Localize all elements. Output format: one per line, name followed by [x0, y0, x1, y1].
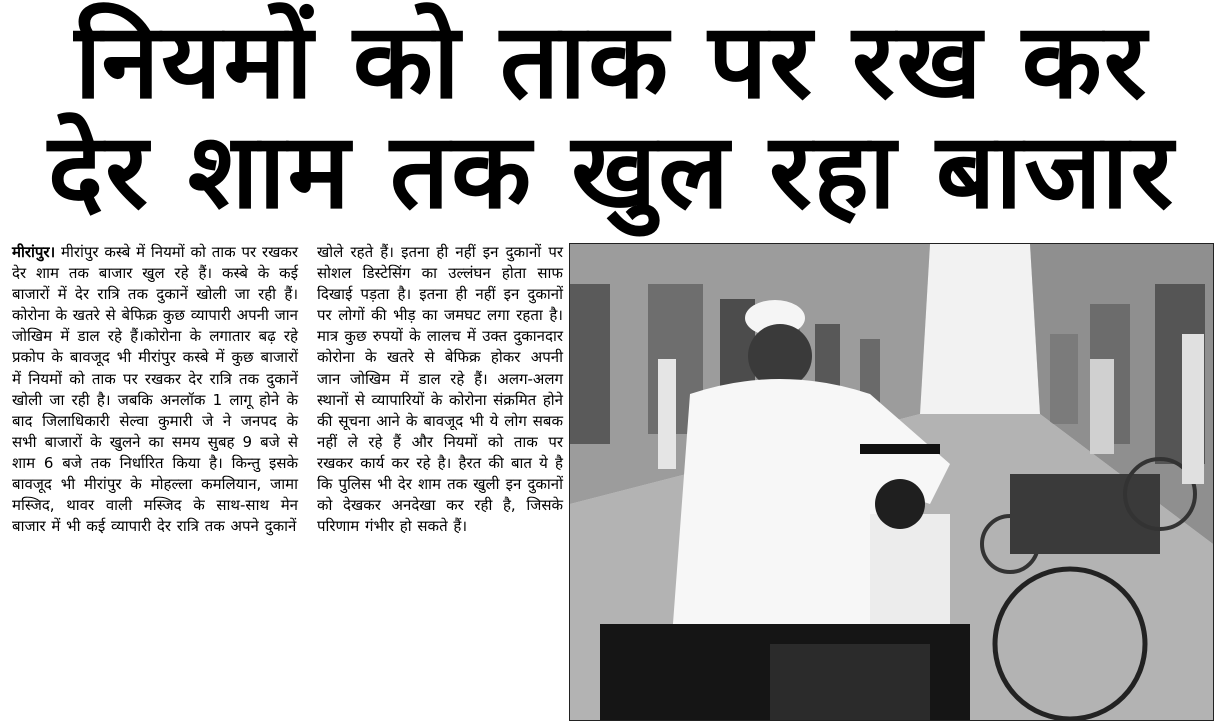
street-market-photo-icon — [570, 244, 1213, 720]
article-column-2: खोले रहते हैं। इतना ही नहीं इन दुकानों पर सोशल डिस्टेसिंग का उल्लंघन होता साफ दिखाई पड़ता है। इतना ही नहीं इन दुकानों पर लोगों की भीड़ का जमघट लगा रहता है। मात्र कुछ रुपयों के लालच में उक्त दुकानदार कोरोना के खतरे से बेफिक्र होकर अपनी जान जोखिम में डाल रहे हैं। अलग-अलग स्थानों से व्यापारियों के कोरोना संक्रमित होने की सूचना आने के बावजूद भी ये लोग सबक नहीं ले रहे हैं और नियमों को ताक पर रखकर कार्य कर रहे है। हैरत की बात ये है कि पुलिस भी देर शाम तक खुली इन दुकानों को देखकर अनदेखा कर रही है, जिसके परिणाम गंभीर हो सकते हैं। — [317, 243, 563, 536]
headline-line-1: नियमों को ताक पर रख कर — [74, 0, 1149, 122]
headline-line-2: देर शाम तक खुल रहा बाजार — [47, 110, 1176, 232]
dateline: मीरांपुर। — [12, 243, 56, 261]
article-column-1 — [12, 242, 298, 537]
news-photo — [569, 243, 1214, 721]
article-column-1-text: मीरांपुर कस्बे में नियमों को ताक पर रखकर देर शाम तक बाजार खुल रहे हैं। कस्बे के कई बाजारों में देर रात्रि तक दुकानें खोली जा रही हैं। कोरोना के खतरे से बेफिक्र कुछ व्यापारी अपनी जान जोखिम में डाल रहे हैं।कोरोना के लगातार बढ़ रहे प्रकोप के बावजूद भी मीरांपुर कस्बे में कुछ बाजारों में नियमों को ताक पर रखकर देर रात्रि तक दुकानें खोली जा रही है। जबकि अनलॉक 1 लागू होने के बाद जिलाधिकारी सेल्वा कुमारी जे ने जनपद के सभी बाजारों के खुलने का समय सुबह 9 बजे से शाम 6 बजे तक निर्धारित किया है। किन्तु इसके बावजूद भी मीरांपुर के मोहल्ला कमलियान, जामा मस्जिद, थावर वाली मस्जिद के साथ-साथ मेन बाजार में भी कई व्यापारी देर रात्रि तक अपने दुकानें — [12, 243, 298, 536]
